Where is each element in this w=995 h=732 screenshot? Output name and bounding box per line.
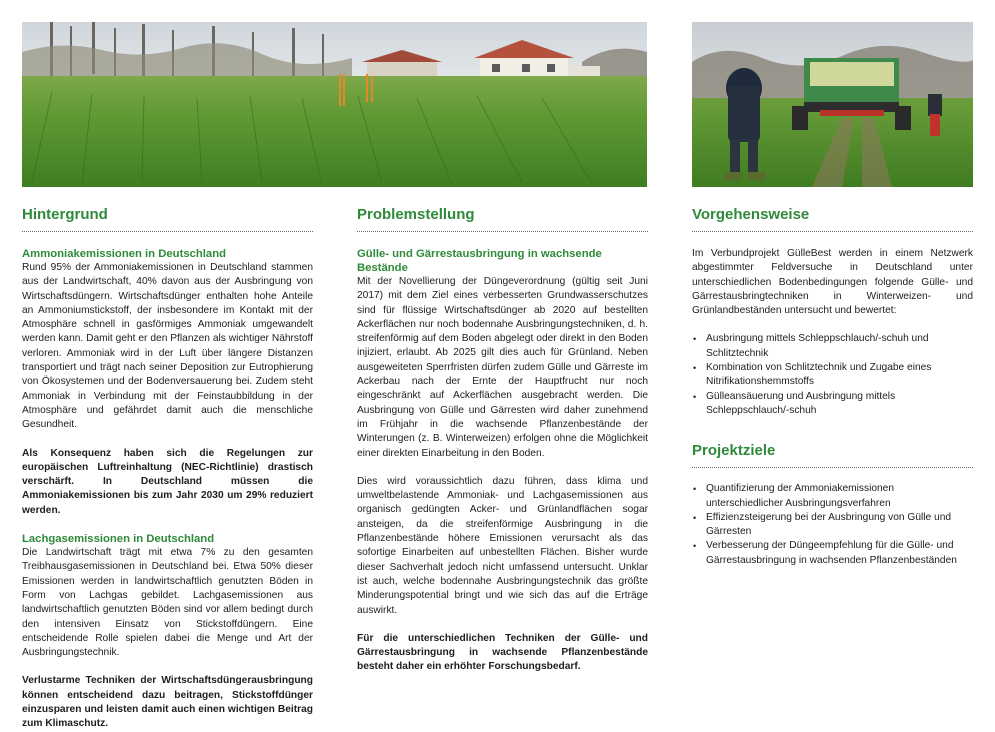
list-item: • Verbesserung der Düngeempfehlung für die Gülle- und Gärrestausbringung in wachsenden Pflanzenbeständen [692, 539, 973, 568]
section-heading-projektziele: Projektziele [692, 440, 973, 468]
subheading-nitrous-oxide: Lachgasemissionen in Deutschland [22, 533, 215, 546]
paragraph-nec-directive: Als Konsequenz haben sich die Regelungen zur europäischen Luftreinhaltung (NEC-Richtlinie) drastisch verschärft. In Deutschland müssen die Ammoniakemissionen bis zum Jahr 2030 um 29% reduziert werden. [22, 447, 313, 516]
list-item: • Ausbringung mittels Schleppschlauch/-schuh und Schlitztechnik [692, 332, 973, 361]
section-heading-vorgehensweise: Vorgehensweise [692, 204, 973, 232]
paragraph-approach: Im Verbundprojekt GülleBest werden in einem Netzwerk abgestimmter Feldversuche in Deutschland unter unterschiedlichen Bodenbedingungen folgende Gülle- und Gärrestausbringtechniken in Winterweizen- und Grünlandbeständen untersucht und bewertet: [692, 248, 973, 317]
paragraph-nitrous-oxide: Die Landwirtschaft trägt mit etwa 7% zu den gesamten Treibhausgasemissionen in Deutschland bei. Etwa 50% dieser Emissionen werden in landwirtschaftlich genutzten Böden in Form von Lachgas gebildet. Lachgasemissionen aus landwirtschaftlich genutzten Böden sind vor allem bedingt durch den intensiven Einsatz von Stickstoffdüngern. Eine entscheidende Rolle spielen dabei die Menge und Art der Ausbringungstechnik. [22, 547, 313, 659]
subheading-ammonia: Ammoniakemissionen in Deutschland [22, 248, 227, 260]
paragraph-emissions: Dies wird voraussichtlich dazu führen, dass klima und umweltbelastende Ammoniak- und Lachgasemissionen aus organisch gedüngten Acker- und Grünlandflächen sogar ansteigen, da die streifenförmige Ausbringung in die Pflanzenbestände höhere Emissionen verursacht als das sofortige Einarbeiten auf unbestellten Flächen. Bisher wurde dieser Sachverhalt jedoch nicht umfassend untersucht. Unklar ist auch, welche bodennahe Ausbringungstechnik das größte Minderungspotential bringt und wie sich das auf die Erträge auswirkt. [357, 475, 648, 616]
list-item: • Effizienzsteigerung bei der Ausbringung von Gülle und Gärresten [692, 511, 973, 540]
paragraph-ammonia: Rund 95% der Ammoniakemissionen in Deutschland stammen aus der Landwirtschaft, 40% davon aus der Ausbringung von Wirtschaftsdüngern. Wirtschaftsdünger enthalten hohe Anteile an Ammoniumstickstoff, der insbesondere im Kontakt mit der Atmosphäre schnell in gasförmiges Ammoniak umgewandelt werden kann. Damit geht er den Pflanzen als wichtiger Nährstoff verloren. Ammoniak wird in der Luft über längere Distanzen transportiert und trägt nach seiner Deposition zur Eutrophierung von Ökosystemen und der Bodenversauerung bei. Zudem steht Ammoniak in Verbindung mit der Feinstaubbildung in der Atmosphäre und gefährdet damit auch die menschliche Gesundheit. [22, 262, 313, 431]
list-item: • Kombination von Schlitztechnik und Zugabe eines Nitrifikationshemmstoffs [692, 361, 973, 390]
field-photo [22, 22, 647, 187]
paragraph-climate: Verlustarme Techniken der Wirtschaftsdüngerausbringung können entscheidend dazu beitragen, Stickstoffdünger einzusparen und leisten damit auch einen wichtigen Beitrag zum Klimaschutz. [22, 675, 313, 730]
paragraph-research-need: Für die unterschiedlichen Techniken der Gülle- und Gärrestausbringung in wachsende Pflanzenbestände besteht daher ein erhöhter Forschungsbedarf. [357, 632, 648, 673]
list-item: • Quantifizierung der Ammoniakemissionen unterschiedlicher Ausbringungsverfahren [692, 482, 973, 511]
techniques-list [692, 332, 973, 418]
list-item: • Gülleansäuerung und Ausbringung mittels Schleppschlauch/-schuh [692, 390, 973, 419]
section-heading-hintergrund: Hintergrund [22, 204, 313, 232]
section-heading-problemstellung: Problemstellung [357, 204, 648, 232]
subheading-growing-crops: Gülle- und Gärrestausbringung in wachsende Bestände [357, 248, 602, 274]
goals-list [692, 482, 973, 568]
column-hintergrund [22, 204, 313, 732]
paragraph-regulation: Mit der Novellierung der Düngeverordnung (gültig seit Juni 2017) mit dem Ziel eines verbesserten Grundwasserschutzes sind für flüssige Wirtschaftsdünger ab 2020 auf bestellten Ackerflächen nur noch bodennahe Ausbringungstechniken, d. h. streifenförmig auf dem Boden abgelegt oder direkt in den Boden injiziert, erlaubt. Ab 2025 gilt dies auch für Grünland. Neben ausgeweiteten Sperrfristen dürfen zudem Gülle und Gärreste im Ackerbau nach der Ernte der Hauptfrucht nur noch eingeschränkt auf Ackerflächen ausgebracht werden. Die Ausbringung von Gülle und Gärresten wird daher zunehmend im Frühjahr in die wachsende Pflanzenbestände der Winterungen (z. B. Winterweizen) erfolgen ohne die Möglichkeit einer direkten Einarbeitung in den Boden. [357, 276, 648, 459]
column-vorgehensweise [692, 204, 973, 568]
tractor-photo [692, 22, 973, 187]
column-problemstellung [357, 204, 648, 675]
